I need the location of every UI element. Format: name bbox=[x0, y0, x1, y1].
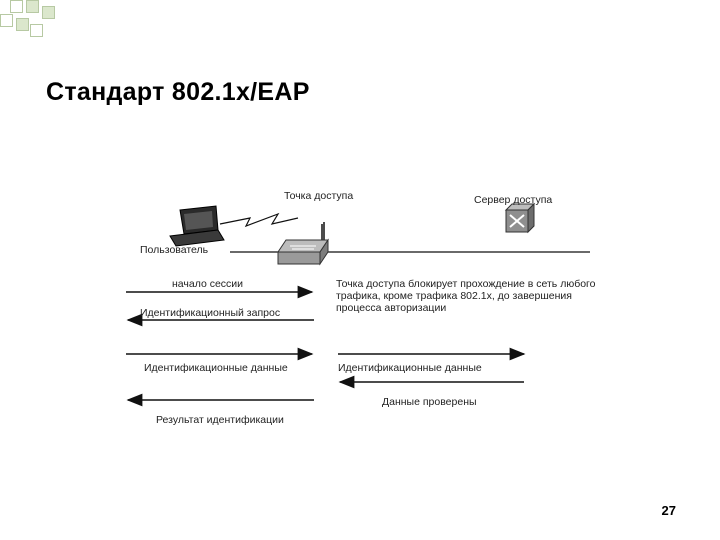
message-label: Результат идентификации bbox=[156, 414, 284, 426]
server-label: Сервер доступа bbox=[474, 194, 553, 206]
eap-diagram bbox=[120, 178, 602, 430]
access-point-label: Точка доступа bbox=[284, 190, 354, 202]
message-label: Идентификационные данные bbox=[338, 362, 482, 374]
message-label: начало сессии bbox=[172, 278, 244, 290]
message-label: Идентификационный запрос bbox=[140, 307, 281, 319]
server-icon bbox=[506, 204, 534, 232]
page-number: 27 bbox=[661, 503, 676, 518]
message-label: Данные проверены bbox=[382, 396, 477, 408]
user-label: Пользователь bbox=[140, 244, 209, 256]
message-label: Идентификационные данные bbox=[144, 362, 288, 374]
slide-title: Стандарт 802.1x/EAP bbox=[46, 78, 310, 106]
laptop-icon bbox=[170, 206, 224, 246]
access-point-icon bbox=[278, 222, 328, 264]
ap-note: Точка доступа блокирует прохождение в сеть любого трафика, кроме трафика 802.1х, до завершения процесса авторизации bbox=[336, 278, 596, 314]
wireless-link-icon bbox=[220, 214, 298, 226]
corner-decoration bbox=[0, 0, 60, 40]
